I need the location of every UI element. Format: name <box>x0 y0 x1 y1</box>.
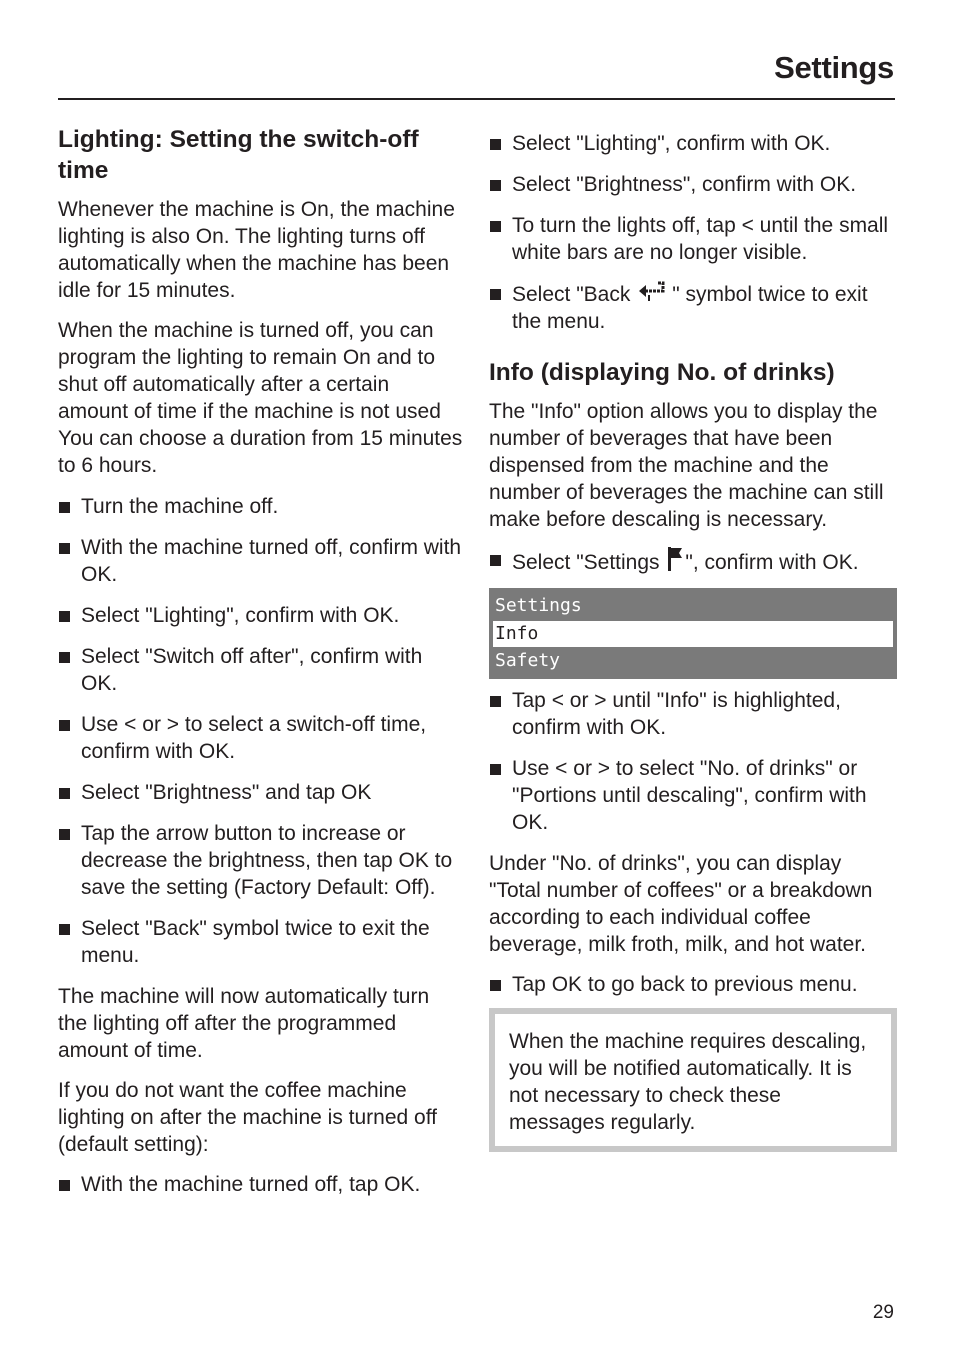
right-column <box>489 130 897 1152</box>
bullet-square-icon <box>490 221 501 232</box>
bullet-square-icon <box>59 543 70 554</box>
list-item <box>58 643 464 697</box>
step-text: Tap OK to go back to previous menu. <box>512 973 858 996</box>
step-text-end: ", confirm with OK. <box>685 551 859 574</box>
paragraph: The machine will now automatically turn the lighting off after the programmed amount of time. <box>58 985 430 1062</box>
list-item <box>58 779 464 806</box>
step-text: Select "Brightness" and tap OK <box>81 781 372 804</box>
display-title: Settings <box>495 595 582 616</box>
paragraph-line: You can choose a duration from 15 minutes to 6 hours. <box>58 427 463 477</box>
page-title: Settings <box>774 50 894 85</box>
bullet-square-icon <box>59 611 70 622</box>
list-item <box>489 546 897 576</box>
step-text: Select "Lighting", confirm with OK. <box>81 604 400 627</box>
step-list <box>489 687 897 836</box>
list-item <box>489 171 897 198</box>
bullet-square-icon <box>59 788 70 799</box>
paragraph <box>58 317 464 479</box>
back-arrow-icon <box>638 280 670 304</box>
list-item <box>58 711 464 765</box>
step-text-start: Select "Back <box>512 283 637 306</box>
step-list <box>489 971 897 998</box>
step-text-end: " symbol twice to exit the menu. <box>512 283 868 333</box>
page-number: 29 <box>872 1302 894 1323</box>
list-item <box>489 687 897 741</box>
list-item <box>489 280 897 335</box>
list-item <box>489 971 897 998</box>
step-text-start: Select "Settings <box>512 551 666 574</box>
bullet-square-icon <box>490 764 501 775</box>
list-item <box>489 212 897 266</box>
bullet-square-icon <box>490 289 501 300</box>
paragraph-line: When the machine is turned off, you can program the lighting to remain On and to shut off automatically after a certain amount of time if the machine is not used <box>58 319 441 423</box>
bullet-square-icon <box>59 829 70 840</box>
section-heading-info: Info (displaying No. of drinks) <box>489 359 835 386</box>
machine-display <box>489 588 897 679</box>
list-item <box>489 130 897 157</box>
step-list <box>58 493 464 969</box>
note-box <box>489 1008 897 1152</box>
display-selected-item: Info <box>493 621 893 647</box>
section-heading-lighting: Lighting: Setting the switch-off time <box>58 126 419 184</box>
step-list <box>58 1171 464 1198</box>
bullet-square-icon <box>490 555 501 566</box>
step-text: Tap < or > until "Info" is highlighted, confirm with OK. <box>512 689 841 739</box>
step-text: Use < or > to select a switch-off time, confirm with OK. <box>81 713 427 763</box>
display-menu-item: Safety <box>495 650 561 671</box>
bullet-square-icon <box>490 696 501 707</box>
header-rule <box>58 98 895 100</box>
bullet-square-icon <box>490 139 501 150</box>
paragraph: If you do not want the coffee machine lighting on after the machine is turned off (default setting): <box>58 1079 438 1156</box>
bullet-square-icon <box>490 180 501 191</box>
list-item <box>489 755 897 836</box>
paragraph: Whenever the machine is On, the machine lighting is also On. The lighting turns off automatically when the machine has been idle for 15 minutes. <box>58 198 455 302</box>
step-text: With the machine turned off, tap OK. <box>81 1173 421 1196</box>
step-text: Select "Switch off after", confirm with OK. <box>81 645 423 695</box>
bullet-square-icon <box>59 924 70 935</box>
step-text: Tap the arrow button to increase or decrease the brightness, then tap OK to save the setting (Factory Default: Off). <box>81 822 453 899</box>
list-item <box>58 820 464 901</box>
step-list <box>489 546 897 576</box>
list-item <box>58 602 464 629</box>
step-text: Turn the machine off. <box>81 495 279 518</box>
step-text: Select "Lighting", confirm with OK. <box>512 132 831 155</box>
step-text: To turn the lights off, tap < until the small white bars are no longer visible. <box>512 214 889 264</box>
bullet-square-icon <box>59 1180 70 1191</box>
list-item <box>58 1171 464 1198</box>
settings-flag-icon <box>666 546 684 572</box>
bullet-square-icon <box>59 652 70 663</box>
step-text: With the machine turned off, confirm with OK. <box>81 536 462 586</box>
list-item <box>58 534 464 588</box>
note-text: When the machine requires descaling, you will be notified automatically. It is not necessary to check these messages regularly. <box>509 1030 867 1134</box>
list-item <box>58 915 464 969</box>
bullet-square-icon <box>59 720 70 731</box>
bullet-square-icon <box>490 980 501 991</box>
step-text: Select "Brightness", confirm with OK. <box>512 173 857 196</box>
bullet-square-icon <box>59 502 70 513</box>
paragraph: The "Info" option allows you to display the number of beverages that have been dispensed from the machine and the number of beverages the machine can still make before descaling is necessary. <box>489 400 884 531</box>
list-item <box>58 493 464 520</box>
step-text: Select "Back" symbol twice to exit the menu. <box>81 917 430 967</box>
left-column <box>58 124 464 1212</box>
step-list <box>489 130 897 335</box>
step-text: Use < or > to select "No. of drinks" or "Portions until descaling", confirm with OK. <box>512 757 867 834</box>
paragraph: Under "No. of drinks", you can display "Total number of coffees" or a breakdown according to each individual coffee beverage, milk froth, milk, and hot water. <box>489 852 873 956</box>
